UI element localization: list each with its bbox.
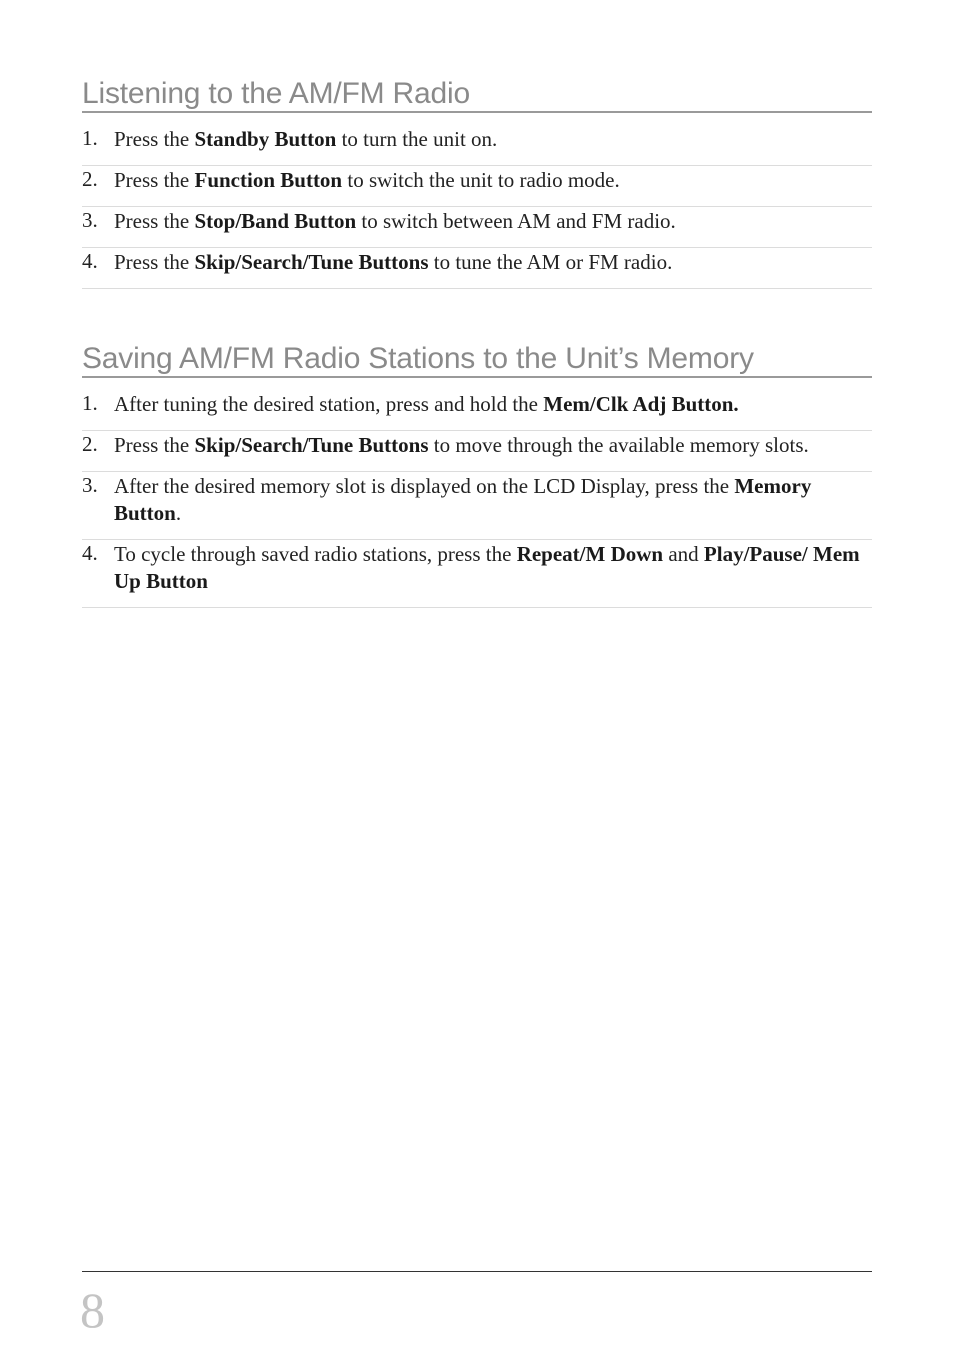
item-text (114, 168, 620, 192)
list-item (82, 207, 872, 248)
item-number: 2. (82, 432, 98, 456)
item-text-pre: Press the (114, 250, 195, 274)
item-number: 4. (82, 541, 98, 565)
item-button-name: Skip/Search/Tune Buttons (194, 433, 429, 457)
list-item (82, 472, 872, 540)
list-item (82, 248, 872, 289)
listening-steps-list (82, 125, 872, 289)
item-text-mid: and (663, 542, 704, 566)
item-button-name: Standby Button (194, 127, 337, 151)
item-number: 4. (82, 249, 98, 273)
item-button-name-2: Play/Pause/ Mem Up Button (114, 542, 860, 593)
item-button-name: Mem/Clk Adj Button. (543, 392, 739, 416)
item-number: 1. (82, 391, 98, 415)
item-text (114, 474, 811, 525)
item-button-name: Memory Button (114, 474, 812, 525)
item-text-pre: After tuning the desired station, press and hold the (114, 392, 544, 416)
item-text-post: to move through the available memory slots. (428, 433, 809, 457)
item-text-pre: Press the (114, 209, 195, 233)
item-button-name: Repeat/M Down (516, 542, 664, 566)
item-text-pre: To cycle through saved radio stations, press the (114, 542, 517, 566)
list-item (82, 431, 872, 472)
item-text (114, 250, 672, 274)
item-text (114, 127, 497, 151)
item-button-name: Stop/Band Button (194, 209, 357, 233)
section-title-listening: Listening to the AM/FM Radio (82, 77, 872, 113)
item-text-pre: Press the (114, 127, 195, 151)
item-text-post: to switch the unit to radio mode. (342, 168, 620, 192)
list-item (82, 390, 872, 431)
item-button-name: Function Button (194, 168, 343, 192)
item-text-pre: Press the (114, 168, 195, 192)
list-item (82, 540, 872, 608)
item-text (114, 392, 739, 416)
item-text-pre: After the desired memory slot is displayed on the LCD Display, press the (114, 474, 735, 498)
item-number: 3. (82, 473, 98, 497)
item-button-name: Skip/Search/Tune Buttons (194, 250, 429, 274)
item-text (114, 542, 860, 593)
page-number: 8 (80, 1282, 105, 1338)
item-text-post: . (175, 501, 182, 525)
list-item (82, 166, 872, 207)
item-number: 3. (82, 208, 98, 232)
item-text (114, 209, 676, 233)
item-text-pre: Press the (114, 433, 195, 457)
saving-steps-list (82, 390, 872, 608)
item-text (114, 433, 809, 457)
item-text-post: to turn the unit on. (336, 127, 498, 151)
footer-divider (82, 1271, 872, 1272)
item-number: 2. (82, 167, 98, 191)
item-number: 1. (82, 126, 98, 150)
item-text-post: to switch between AM and FM radio. (356, 209, 676, 233)
list-item (82, 125, 872, 166)
section-title-saving-stations: Saving AM/FM Radio Stations to the Unit’s Memory (82, 342, 872, 378)
item-text-post: to tune the AM or FM radio. (428, 250, 673, 274)
